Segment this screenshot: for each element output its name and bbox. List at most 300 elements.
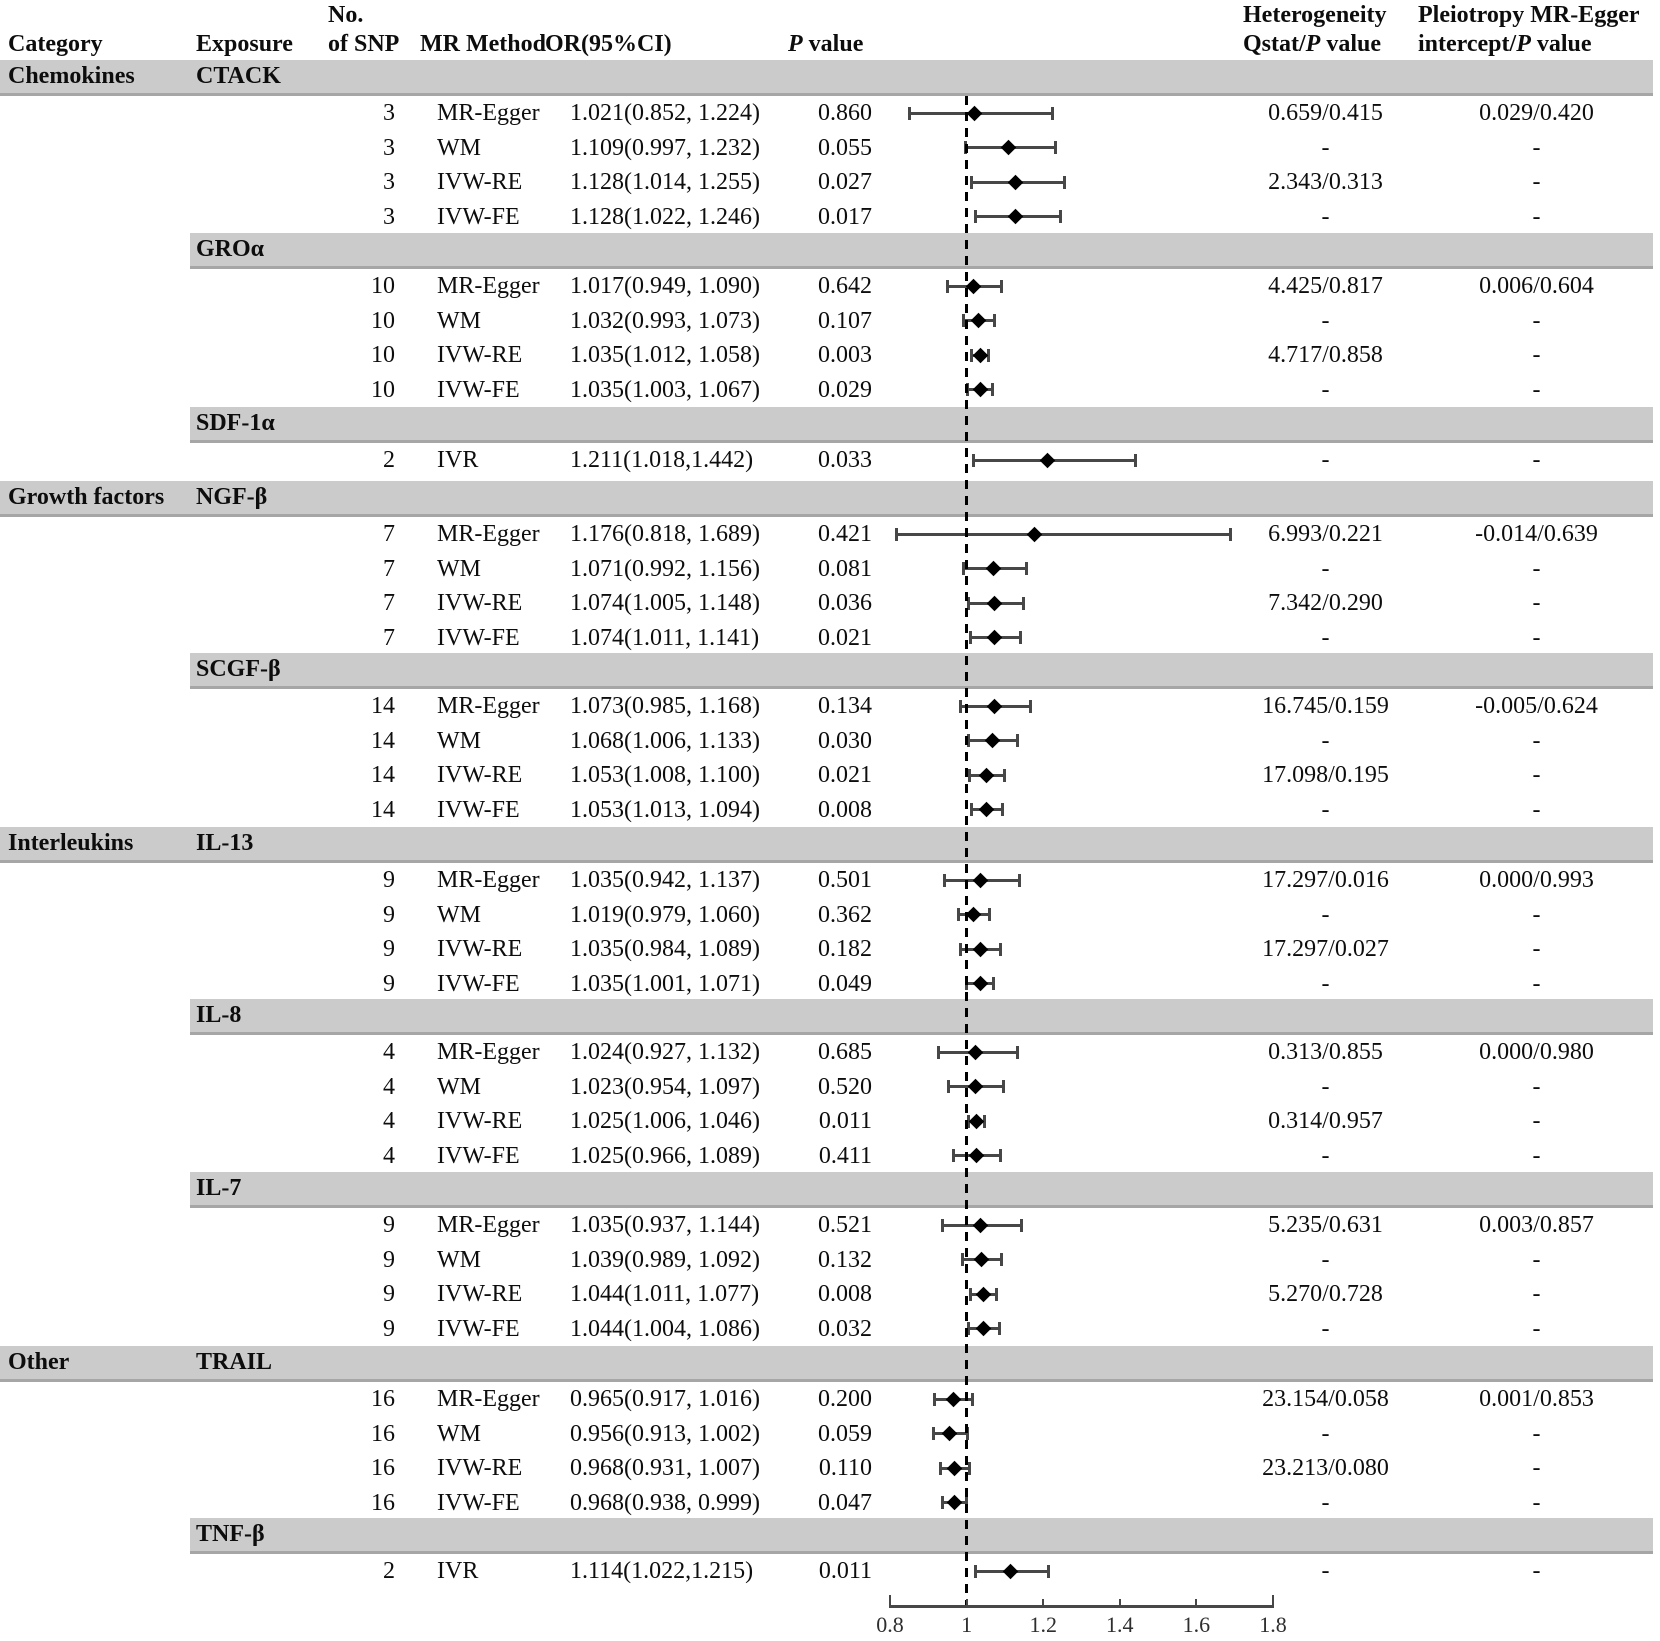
pleiotropy-value: - [1532, 1455, 1541, 1481]
p-value: 0.421 [818, 521, 872, 547]
p-value: 0.362 [818, 901, 872, 928]
ci-cap-right [998, 1322, 1001, 1335]
table-row [0, 863, 1660, 898]
table-row [0, 1417, 1660, 1452]
axis-tick-label: 1.4 [1106, 1612, 1134, 1637]
heterogeneity-value: 4.717/0.858 [1268, 342, 1383, 368]
axis-tick [966, 1599, 968, 1608]
exposure-header: Exposure [196, 31, 293, 57]
ci-cap-left [969, 631, 972, 644]
p-value: 0.132 [818, 1246, 872, 1273]
ci-cap-left [943, 874, 946, 887]
heterogeneity-value: - [1321, 376, 1330, 403]
mr-method: IVW-RE [437, 169, 523, 195]
snp-count: 14 [371, 693, 395, 719]
p-value: 0.021 [818, 624, 872, 651]
het-post: value [1320, 31, 1382, 57]
ci-cap-left [933, 1393, 936, 1406]
pleiotropy-value: - [1532, 1420, 1541, 1447]
pleiotropy-value: - [1532, 727, 1541, 754]
snp-header-line2: of SNP [328, 31, 400, 57]
heterogeneity-header-line2 [1243, 31, 1381, 57]
exposure-banner [190, 1172, 1653, 1208]
exposure-label: GROα [196, 236, 265, 262]
ci-cap-left [941, 1219, 944, 1232]
table-row [0, 1035, 1660, 1070]
ci-cap-right [995, 1288, 998, 1301]
snp-count: 9 [383, 901, 395, 928]
pleiotropy-value: - [1532, 1073, 1541, 1100]
ci-cap-right [1059, 210, 1062, 223]
mr-method: WM [437, 1073, 481, 1100]
heterogeneity-value: 7.342/0.290 [1268, 590, 1383, 616]
heterogeneity-value: - [1321, 796, 1330, 823]
category-header: Category [8, 31, 103, 57]
ci-cap-left [974, 210, 977, 223]
exposure-label: SCGF-β [196, 656, 281, 682]
snp-count: 16 [371, 1420, 395, 1447]
snp-count: 7 [383, 624, 395, 651]
ci-cap-right [1018, 874, 1021, 887]
mr-method: IVW-RE [437, 1281, 523, 1307]
table-row [0, 443, 1660, 478]
ci-cap-right [968, 1462, 971, 1475]
ci-cap-left [946, 280, 949, 293]
pleio-post: value [1530, 31, 1592, 57]
pleiotropy-value: - [1532, 624, 1541, 651]
pleiotropy-value: - [1532, 134, 1541, 161]
exposure-banner [0, 60, 1653, 96]
heterogeneity-value: - [1321, 1558, 1330, 1584]
ci-cap-right [1063, 176, 1066, 189]
exposure-label: NGF-β [196, 484, 268, 510]
p-value: 0.049 [818, 970, 872, 997]
heterogeneity-value: 6.993/0.221 [1268, 521, 1383, 547]
or-ci: 0.968(0.938, 0.999) [570, 1489, 760, 1516]
ci-cap-right [1019, 631, 1022, 644]
p-value: 0.081 [818, 555, 872, 582]
mr-method: MR-Egger [437, 1039, 540, 1065]
pleiotropy-value: 0.001/0.853 [1479, 1386, 1594, 1412]
heterogeneity-value: - [1321, 134, 1330, 161]
pleiotropy-value: - [1532, 1558, 1541, 1584]
axis-tick [1119, 1599, 1121, 1608]
snp-count: 9 [383, 936, 395, 962]
table-row [0, 304, 1660, 339]
heterogeneity-value: 23.154/0.058 [1262, 1386, 1389, 1412]
ci-cap-right [1016, 734, 1019, 747]
ci-cap-left [939, 1462, 942, 1475]
mr-method: IVW-RE [437, 1455, 523, 1481]
ci-cap-right [1025, 562, 1028, 575]
p-value: 0.182 [818, 936, 872, 962]
p-value: 0.134 [818, 693, 872, 719]
ci-cap-right [1020, 1219, 1023, 1232]
or-ci: 1.021(0.852, 1.224) [570, 100, 760, 126]
mr-method: MR-Egger [437, 521, 540, 547]
table-row [0, 1451, 1660, 1486]
pleiotropy-value: - [1532, 1142, 1541, 1169]
table-row [0, 1554, 1660, 1589]
ci-cap-right [1001, 803, 1004, 816]
ci-cap-left [908, 107, 911, 120]
snp-count: 2 [383, 1558, 395, 1584]
p-value: 0.003 [818, 342, 872, 368]
pleiotropy-value: - [1532, 936, 1541, 962]
or-ci: 1.044(1.011, 1.077) [570, 1281, 760, 1307]
or-ci: 1.211(1.018,1.442) [570, 447, 754, 473]
ci-cap-left [947, 1080, 950, 1093]
axis-tick [1195, 1599, 1197, 1608]
mr-method: IVW-FE [437, 1315, 520, 1342]
mr-method: IVW-FE [437, 970, 520, 997]
ci-cap-right [999, 943, 1002, 956]
pleiotropy-value: - [1532, 376, 1541, 403]
p-value: 0.027 [818, 169, 872, 195]
mr-method: MR-Egger [437, 1212, 540, 1238]
pleiotropy-value: - [1532, 307, 1541, 334]
heterogeneity-value: - [1321, 555, 1330, 582]
snp-count: 10 [371, 273, 395, 299]
pleiotropy-value: - [1532, 970, 1541, 997]
or-ci: 1.053(1.008, 1.100) [570, 762, 760, 788]
or-ci: 0.956(0.913, 1.002) [570, 1420, 760, 1447]
heterogeneity-value: - [1321, 624, 1330, 651]
mr-method: IVW-FE [437, 376, 520, 403]
mr-method: IVW-FE [437, 1142, 520, 1169]
or-ci: 1.114(1.022,1.215) [570, 1558, 754, 1584]
or-ci: 1.109(0.997, 1.232) [570, 134, 760, 161]
snp-count: 16 [371, 1455, 395, 1481]
axis-tick-label: 0.8 [876, 1612, 904, 1637]
snp-count: 14 [371, 796, 395, 823]
heterogeneity-value: - [1321, 1489, 1330, 1516]
heterogeneity-value: 16.745/0.159 [1262, 693, 1389, 719]
axis-tick [1272, 1595, 1274, 1608]
or-ci: 1.035(1.001, 1.071) [570, 970, 760, 997]
axis-tick-label: 1 [961, 1612, 973, 1637]
ci-cap-right [1002, 1080, 1005, 1093]
category-label: Other [8, 1349, 70, 1375]
ci-cap-left [932, 1427, 935, 1440]
exposure-banner [190, 999, 1653, 1035]
snp-count: 3 [383, 134, 395, 161]
pleiotropy-value: - [1532, 447, 1541, 473]
p-value: 0.033 [818, 447, 872, 473]
axis-tick [1042, 1599, 1044, 1608]
p-value: 0.055 [818, 134, 872, 161]
table-row [0, 689, 1660, 724]
mr-method: MR-Egger [437, 867, 540, 893]
or-ci: 1.053(1.013, 1.094) [570, 796, 760, 823]
ci-cap-left [957, 908, 960, 921]
p-value: 0.008 [818, 796, 872, 823]
category-label: Chemokines [8, 63, 135, 89]
snp-count: 4 [383, 1039, 395, 1065]
axis-tick-label: 1.6 [1182, 1612, 1211, 1637]
mr-method: IVW-FE [437, 624, 520, 651]
exposure-label: IL-8 [196, 1002, 242, 1028]
ci-cap-left [974, 1565, 977, 1578]
mr-method: WM [437, 901, 481, 928]
heterogeneity-value: - [1321, 307, 1330, 334]
mr-method: IVR [437, 447, 479, 473]
or-ci: 1.023(0.954, 1.097) [570, 1073, 760, 1100]
p-value: 0.036 [818, 590, 872, 616]
table-row [0, 338, 1660, 373]
ci-cap-right [1000, 280, 1003, 293]
mr-method: MR-Egger [437, 1386, 540, 1412]
p-value: 0.047 [818, 1489, 872, 1516]
ci-cap-left [959, 700, 962, 713]
ci-cap-right [1016, 1046, 1019, 1059]
snp-count: 10 [371, 342, 395, 368]
heterogeneity-value: - [1321, 447, 1330, 473]
ci-cap-left [972, 454, 975, 467]
p-value: 0.200 [818, 1386, 872, 1412]
or-ci: 0.968(0.931, 1.007) [570, 1455, 760, 1481]
ci-cap-right [991, 383, 994, 396]
table-row [0, 1139, 1660, 1174]
pleiotropy-value: - [1532, 762, 1541, 788]
pleiotropy-value: - [1532, 590, 1541, 616]
snp-count: 7 [383, 521, 395, 547]
table-row [0, 724, 1660, 759]
p-rest: value [802, 31, 864, 57]
heterogeneity-value: 5.235/0.631 [1268, 1212, 1383, 1238]
exposure-banner [190, 407, 1653, 443]
snp-count: 9 [383, 867, 395, 893]
exposure-banner [0, 481, 1653, 517]
heterogeneity-value: - [1321, 203, 1330, 230]
p-value: 0.032 [818, 1315, 872, 1342]
axis-tick-label: 1.2 [1029, 1612, 1057, 1637]
or-ci-header: OR(95%CI) [545, 31, 672, 57]
p-value: 0.030 [818, 727, 872, 754]
category-label: Interleukins [8, 830, 134, 856]
or-ci: 1.128(1.022, 1.246) [570, 203, 760, 230]
pleiotropy-value: - [1532, 1489, 1541, 1516]
or-ci: 1.035(0.984, 1.089) [570, 936, 760, 962]
ci-cap-right [1003, 769, 1006, 782]
exposure-banner [0, 1346, 1653, 1382]
table-row [0, 131, 1660, 166]
table-row [0, 1208, 1660, 1243]
table-row [0, 1104, 1660, 1139]
ci-cap-left [968, 769, 971, 782]
ci-cap-right [992, 977, 995, 990]
exposure-label: IL-13 [196, 830, 254, 856]
p-value-header [788, 31, 863, 57]
exposure-banner [190, 1518, 1653, 1554]
table-row [0, 932, 1660, 967]
snp-count: 7 [383, 590, 395, 616]
heterogeneity-value: 0.659/0.415 [1268, 100, 1383, 126]
ci-cap-left [970, 176, 973, 189]
p-value: 0.501 [818, 867, 872, 893]
table-row [0, 517, 1660, 552]
snp-count: 16 [371, 1489, 395, 1516]
ci-cap-right [1051, 107, 1054, 120]
heterogeneity-value: 23.213/0.080 [1262, 1455, 1389, 1481]
p-value: 0.011 [818, 1108, 872, 1134]
or-ci: 1.071(0.992, 1.156) [570, 555, 760, 582]
or-ci: 1.025(1.006, 1.046) [570, 1108, 760, 1134]
p-value: 0.520 [818, 1073, 872, 1100]
table-row [0, 1312, 1660, 1347]
ci-cap-left [941, 1496, 944, 1509]
table-row [0, 165, 1660, 200]
snp-count: 16 [371, 1386, 395, 1412]
or-ci: 1.176(0.818, 1.689) [570, 521, 760, 547]
or-ci: 1.128(1.014, 1.255) [570, 169, 760, 195]
pleio-pre: intercept/ [1418, 31, 1517, 57]
ci-cap-right [1000, 1253, 1003, 1266]
ci-cap-right [988, 908, 991, 921]
p-value: 0.017 [818, 203, 872, 230]
ci-cap-right [1229, 528, 1232, 541]
pleiotropy-value: - [1532, 901, 1541, 928]
table-row [0, 586, 1660, 621]
heterogeneity-value: 17.297/0.016 [1262, 867, 1389, 893]
or-ci: 1.035(0.942, 1.137) [570, 867, 760, 893]
pleiotropy-value: - [1532, 342, 1541, 368]
table-row [0, 1486, 1660, 1521]
snp-count: 9 [383, 1315, 395, 1342]
ci-cap-right [1134, 454, 1137, 467]
heterogeneity-value: - [1321, 901, 1330, 928]
pleiotropy-value: - [1532, 1315, 1541, 1342]
mr-method: WM [437, 1246, 481, 1273]
p-value: 0.642 [818, 273, 872, 299]
table-row [0, 269, 1660, 304]
p-value: 0.059 [818, 1420, 872, 1447]
heterogeneity-value: - [1321, 1073, 1330, 1100]
exposure-label: SDF-1α [196, 410, 275, 436]
ci-cap-right [971, 1393, 974, 1406]
snp-count: 9 [383, 1246, 395, 1273]
table-row [0, 373, 1660, 408]
exposure-label: CTACK [196, 63, 281, 89]
snp-count: 4 [383, 1108, 395, 1134]
pleiotropy-value: -0.014/0.639 [1475, 521, 1598, 547]
ci-cap-left [959, 943, 962, 956]
table-row [0, 1277, 1660, 1312]
table-row [0, 1070, 1660, 1105]
ci-cap-right [993, 314, 996, 327]
exposure-banner [190, 233, 1653, 269]
or-ci: 1.024(0.927, 1.132) [570, 1039, 760, 1065]
snp-count: 7 [383, 555, 395, 582]
snp-count: 3 [383, 203, 395, 230]
table-row [0, 552, 1660, 587]
snp-count: 14 [371, 762, 395, 788]
mr-method: WM [437, 134, 481, 161]
or-ci: 1.074(1.011, 1.141) [570, 624, 760, 651]
heterogeneity-header-line1: Heterogeneity [1243, 2, 1387, 28]
or-ci: 1.068(1.006, 1.133) [570, 727, 760, 754]
p-value: 0.411 [818, 1142, 872, 1169]
ci-cap-left [970, 803, 973, 816]
pleiotropy-value: -0.005/0.624 [1475, 693, 1598, 719]
table-row [0, 621, 1660, 656]
pleiotropy-value: 0.003/0.857 [1479, 1212, 1594, 1238]
mr-method: MR-Egger [437, 693, 540, 719]
het-pre: Qstat/ [1243, 31, 1306, 57]
reference-line [965, 96, 968, 1608]
ci-cap-right [1054, 141, 1057, 154]
p-value: 0.107 [818, 307, 872, 334]
x-axis [890, 1605, 1273, 1608]
pleiotropy-value: 0.029/0.420 [1479, 100, 1594, 126]
pleiotropy-value: - [1532, 1281, 1541, 1307]
axis-tick-label: 1.8 [1259, 1612, 1287, 1637]
mr-method: IVW-RE [437, 342, 523, 368]
pleiotropy-value: - [1532, 1246, 1541, 1273]
heterogeneity-value: 17.297/0.027 [1262, 936, 1389, 962]
snp-count: 4 [383, 1073, 395, 1100]
snp-header-line1: No. [328, 2, 364, 28]
table-row [0, 967, 1660, 1002]
or-ci: 1.019(0.979, 1.060) [570, 901, 760, 928]
mr-method: WM [437, 727, 481, 754]
p-italic: P [788, 31, 803, 57]
snp-count: 10 [371, 376, 395, 403]
pleiotropy-header-line2 [1418, 31, 1592, 57]
or-ci: 1.039(0.989, 1.092) [570, 1246, 760, 1273]
p-value: 0.110 [818, 1455, 872, 1481]
ci-cap-right [1047, 1565, 1050, 1578]
mr-method: IVR [437, 1558, 479, 1584]
pleiotropy-value: 0.000/0.980 [1479, 1039, 1594, 1065]
snp-count: 10 [371, 307, 395, 334]
table-row [0, 1382, 1660, 1417]
mr-method-header: MR Method [420, 31, 546, 57]
pleio-p-italic: P [1516, 31, 1531, 57]
p-value: 0.685 [818, 1039, 872, 1065]
snp-count: 4 [383, 1142, 395, 1169]
exposure-label: TNF-β [196, 1521, 265, 1547]
p-value: 0.021 [818, 762, 872, 788]
or-ci: 1.017(0.949, 1.090) [570, 273, 760, 299]
ci-cap-left [952, 1149, 955, 1162]
or-ci: 1.073(0.985, 1.168) [570, 693, 760, 719]
pleiotropy-value: - [1532, 555, 1541, 582]
ci-cap-right [1029, 700, 1032, 713]
pleiotropy-value: 0.000/0.993 [1479, 867, 1594, 893]
table-row [0, 758, 1660, 793]
het-p-italic: P [1305, 31, 1321, 57]
ci-line [897, 533, 1231, 536]
axis-tick [889, 1595, 891, 1608]
table-row [0, 200, 1660, 235]
heterogeneity-value: 5.270/0.728 [1268, 1281, 1383, 1307]
mr-method: MR-Egger [437, 273, 540, 299]
table-row [0, 1243, 1660, 1278]
mr-method: WM [437, 555, 481, 582]
or-ci: 1.025(0.966, 1.089) [570, 1142, 760, 1169]
p-value: 0.860 [818, 100, 872, 126]
heterogeneity-value: - [1321, 1315, 1330, 1342]
p-value: 0.008 [818, 1281, 872, 1307]
exposure-banner [190, 653, 1653, 689]
mr-method: IVW-RE [437, 590, 523, 616]
heterogeneity-value: - [1321, 727, 1330, 754]
snp-count: 9 [383, 1281, 395, 1307]
heterogeneity-value: 0.314/0.957 [1268, 1108, 1383, 1134]
ci-cap-right [999, 1149, 1002, 1162]
or-ci: 1.044(1.004, 1.086) [570, 1315, 760, 1342]
